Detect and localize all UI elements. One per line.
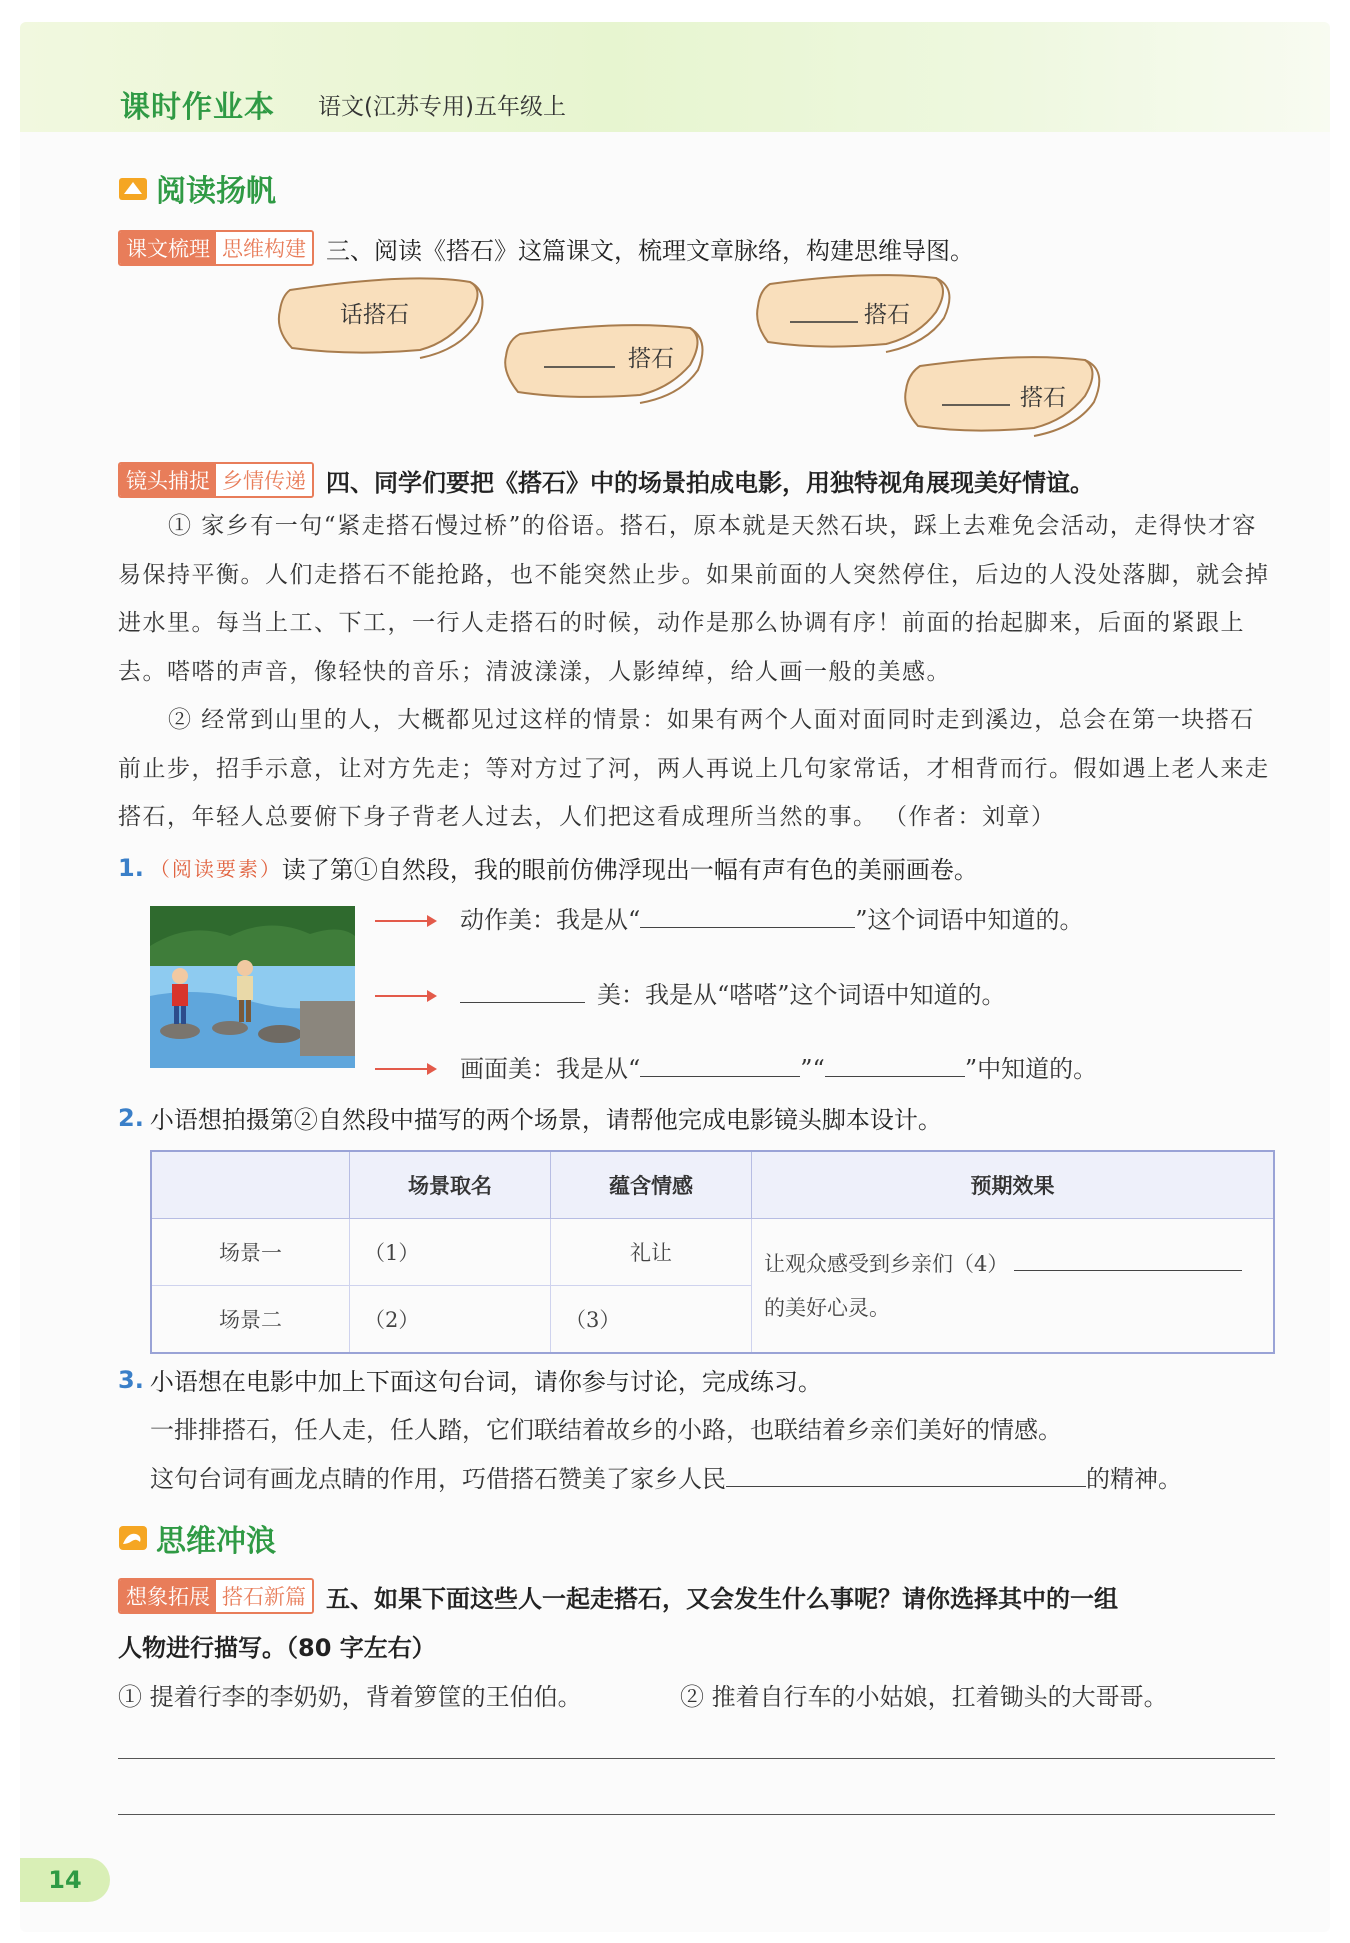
passage-paragraph-2 [118,696,1278,842]
item-one-picture-line [460,1049,1097,1084]
tag-scene-b: 乡情传递 [216,464,312,496]
item-three-ask [150,1459,1182,1494]
tag-imagine [118,1578,314,1614]
question-four-text: 四、同学们要把《搭石》中的场景拍成电影，用独特视角展现美好情谊。 [326,468,1094,497]
item-one-action-prefix: 动作美：我是从“ [460,906,641,934]
script-table-header [151,1151,1274,1219]
item-one-picture-prefix: 画面美：我是从“ [460,1055,641,1083]
writing-line-2[interactable] [118,1814,1275,1815]
section-reading-label: 阅读扬帆 [156,174,276,209]
item-three-number: 3. [118,1365,144,1394]
scene-two-label: 场景二 [151,1286,350,1354]
script-table [150,1150,1275,1354]
passage-paragraph-2-text: ② 经常到山里的人，大概都见过这样的情景：如果有两个人面对面同时走到溪边，总会在第一块搭石前止步，招手示意，让对方先走；等对方过了河，两人再说上几句家常话，才相背而行。假如遇上老人来走搭石，年轻人总要俯下身子背老人过去，人们把这看成理所当然的事。 [118,707,1270,830]
stone-3-label: 搭石 [864,302,910,328]
option-one: ① 提着行李的李奶奶，背着箩筐的王伯伯。 [118,1683,582,1711]
scene-one-emotion: 礼让 [551,1219,752,1286]
item-two [118,1100,942,1135]
item-one-sound-text: 美：我是从“嗒嗒”这个词语中知道的。 [597,981,1006,1009]
stone-1-label: 话搭石 [340,302,409,328]
section-thinking-label: 思维冲浪 [156,1524,276,1559]
section-reading-title [118,166,276,210]
tag-outline-b: 思维构建 [216,232,312,264]
book-subtitle: 语文(江苏专用)五年级上 [318,94,566,120]
item-two-number: 2. [118,1103,144,1132]
item-three-quote: 一排排搭石，任人走，任人踏，它们联结着故乡的小路，也联结着乡亲们美好的情感。 [150,1416,1062,1444]
option-two: ② 推着自行车的小姑娘，扛着锄头的大哥哥。 [680,1683,1168,1711]
item-three [118,1362,822,1397]
item-one-sound-line [460,975,1006,1010]
page-number: 14 [20,1858,110,1902]
item-one-action-line [460,900,1084,935]
scene-two-emotion-cell[interactable]: （3） [551,1286,752,1354]
writing-line-1[interactable] [118,1758,1275,1759]
item-one-text: 读了第①自然段，我的眼前仿佛浮现出一幅有声有色的美丽画卷。 [281,856,978,884]
arrow-1 [375,920,435,922]
item-one [118,850,978,885]
scene-one-name-cell[interactable]: （1） [350,1219,551,1286]
stepping-stones-illustration [150,906,355,1068]
stone-3 [757,275,949,352]
item-one-tag: （阅读要素） [149,857,282,881]
question-four [118,462,1094,498]
tag-scene [118,462,314,498]
item-three-ask-suffix: 的精神。 [1086,1465,1182,1493]
question-three [118,230,974,266]
header-emotion: 蕴含情感 [551,1151,752,1219]
effect-cell[interactable] [752,1219,1275,1354]
action-word-blank[interactable] [640,907,855,928]
question-five-text-b: 人物进行描写。（80 字左右） [118,1634,436,1662]
question-three-text: 三、阅读《搭石》这篇课文，梳理文章脉络，构建思维导图。 [326,236,974,265]
beauty-type-blank[interactable] [460,982,585,1003]
item-one-picture-suffix: ”中知道的。 [964,1055,1098,1083]
scene-two-name-cell[interactable]: （2） [350,1286,551,1354]
arrow-3 [375,1068,435,1070]
passage-author: （作者：刘章） [895,804,1056,830]
picture-word-blank-2[interactable] [825,1056,965,1077]
item-three-text: 小语想在电影中加上下面这句台词，请你参与讨论，完成练习。 [149,1368,822,1396]
stone-2-label: 搭石 [628,346,674,372]
item-three-ask-prefix: 这句台词有画龙点睛的作用，巧借搭石赞美了家乡人民 [150,1465,726,1493]
book-brand: 课时作业本 [120,90,275,125]
book-icon [118,174,148,202]
stone-4-label: 搭石 [1020,385,1066,411]
header-effect: 预期效果 [752,1151,1275,1219]
item-one-number: 1. [118,853,144,882]
scene-one-label: 场景一 [151,1219,350,1286]
tag-outline-a: 课文梳理 [120,232,216,264]
header-empty [151,1151,350,1219]
table-row [151,1219,1274,1286]
tag-outline [118,230,314,266]
spirit-blank[interactable] [726,1466,1086,1487]
effect-text-b: 的美好心灵。 [764,1295,890,1320]
picture-word-blank-1[interactable] [640,1056,800,1077]
section-thinking-title [118,1516,276,1560]
stone-4 [905,357,1099,436]
passage-paragraph-1: ① 家乡有一句“紧走搭石慢过桥”的俗语。搭石，原本就是天然石块，踩上去难免会活动，走得快才容易保持平衡。人们走搭石不能抢路，也不能突然止步。如果前面的人突然停住，后边的人没处落脚，就会掉进水里。每当上工、下工，一行人走搭石的时候，动作是那么协调有序！前面的抬起脚来，后面的紧跟上去。嗒嗒的声音，像轻快的音乐；清波漾漾，人影绰绰，给人画一般的美感。 [118,513,1270,685]
question-five-text-a: 五、如果下面这些人一起走搭石，又会发生什么事呢？请你选择其中的一组 [326,1584,1118,1613]
effect-blank[interactable] [1014,1250,1242,1271]
question-five [118,1578,1118,1614]
tag-scene-a: 镜头捕捉 [120,464,216,496]
effect-text-a: 让观众感受到乡亲们（4） [764,1251,1009,1276]
tag-imagine-b: 搭石新篇 [216,1580,312,1612]
item-one-picture-mid: ”“ [800,1055,825,1083]
item-one-action-suffix: ”这个词语中知道的。 [855,906,1084,934]
arrow-2 [375,995,435,997]
wave-icon [118,1524,148,1552]
item-two-text: 小语想拍摄第②自然段中描写的两个场景，请帮他完成电影镜头脚本设计。 [149,1106,942,1134]
header-scene-name: 场景取名 [350,1151,551,1219]
tag-imagine-a: 想象拓展 [120,1580,216,1612]
